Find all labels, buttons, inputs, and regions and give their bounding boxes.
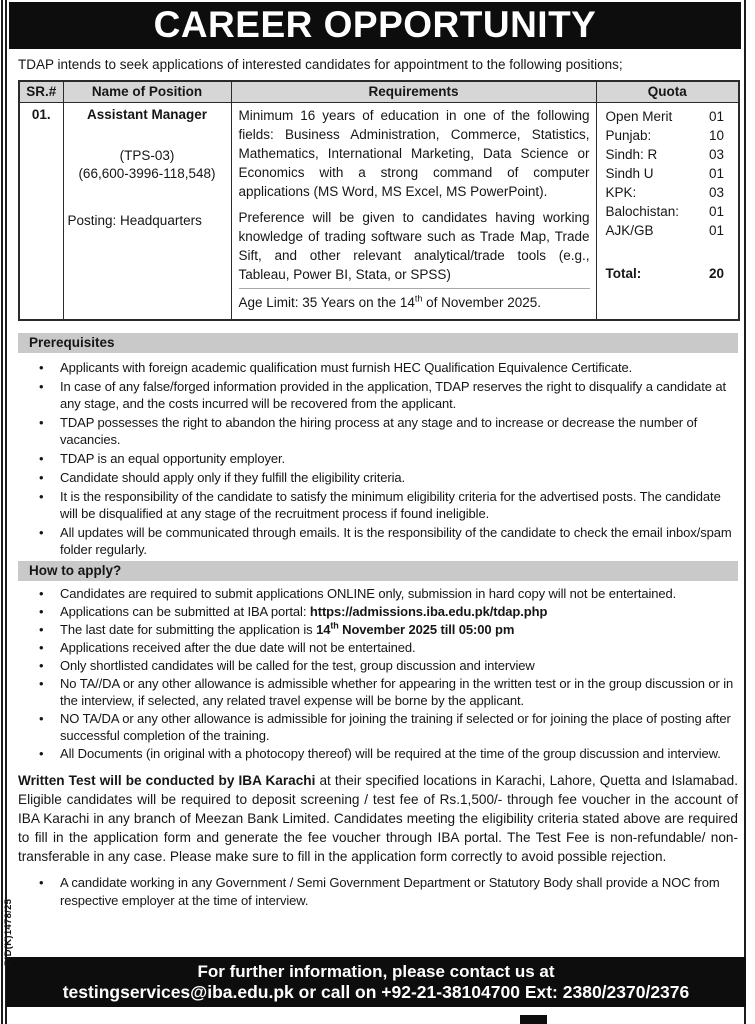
list-item: • In case of any false/forged information provided in the application, TDAP reserves the right to disqualify a candidate at any stage, and the costs incurred will be recovered from the applicant. [18,378,738,412]
position-posting: Posting: Headquarters [67,212,202,228]
list-item: • Applications received after the due date will not be entertained. [18,639,738,656]
list-item: • Candidate should apply only if they fulfill the eligibility criteria. [18,469,738,486]
intro-text: TDAP intends to seek applications of interested candidates for appointment to the following positions; [18,57,623,72]
quota-row: Sindh U 01 [605,165,724,181]
written-test-lead: Written Test will be conducted by IBA Karachi [18,773,316,788]
list-item: • All Documents (in original with a photocopy thereof) will be required at the time of the group discussion and interview. [18,745,738,762]
bullet-marker: • [39,622,44,637]
list-item: • Applicants with foreign academic qualification must furnish HEC Qualification Equivalence Certificate. [18,359,738,376]
list-item: • Only shortlisted candidates will be called for the test, group discussion and interview [18,657,738,674]
list-item: • No TA//DA or any other allowance is admissible whether for appearing in the written test or in the group discussion or in the interview, if selected, any related travel expense will be borne by the applicant. [18,675,738,709]
list-item: • It is the responsibility of the candidate to satisfy the minimum eligibility criteria for the advertised posts. The candidate will be disqualified at any stage of the recruitment process if found ineligible. [18,488,738,522]
quota-row: KPK: 03 [605,184,724,200]
noc-list [18,874,738,909]
col-header-quota: Quota [596,81,739,102]
prerequisites-heading: Prerequisites [18,333,738,353]
bullet-marker: • [39,415,44,430]
bullet-marker: • [39,470,44,485]
bullet-marker: • [39,604,44,619]
bullet-marker: • [39,525,44,540]
portal-url: https://admissions.iba.edu.pk/tdap.php [309,604,548,619]
list-item: • Candidates are required to submit applications ONLINE only, submission in hard copy will not be entertained. [18,585,738,602]
cell-sr-number: 01. [19,102,63,320]
bullet-marker: • [39,640,44,655]
how-to-apply-heading: How to apply? [18,561,738,581]
position-grade: (TPS-03) [119,147,175,163]
advertisement-body [18,56,738,911]
list-item: • TDAP possesses the right to abandon the hiring process at any stage and to increase or decrease the number of vacancies. [18,414,738,448]
bullet-marker: • [39,875,44,890]
position-pay-scale: (66,600-3996-118,548) [78,165,216,181]
col-header-requirements: Requirements [231,81,596,102]
page-title: CAREER OPPORTUNITY [153,4,597,45]
cell-requirements [231,102,596,320]
list-item: • TDAP is an equal opportunity employer. [18,450,738,467]
prerequisites-list [18,359,738,558]
how-to-apply-list [18,585,738,762]
list-item: • NO TA/DA or any other allowance is admissible for joining the training if selected or for joining the place of posting after successful completion of the training. [18,710,738,744]
table-row [19,102,739,320]
bullet-marker: • [39,360,44,375]
written-test-paragraph: Written Test will be conducted by IBA Karachi at their specified locations in Karachi, Lahore, Quetta and Islamabad. Eligible candidates will be required to deposit screening / test fee of Rs.1,500/- through fee voucher in the account of IBA Karachi in any branch of Meezan Bank Limited. Candidates meeting the eligibility criteria stated above are required to fill in the application form and generate the fee voucher through IBA portal. The Test Fee is non-refundable/ non-transferable in any case. Please make sure to fill in the application form correctly to avoid possible rejection. [18,773,738,864]
quota-row: Open Merit 01 [605,108,724,124]
cell-quota [596,102,739,320]
bullet-marker: • [39,676,44,691]
contact-line-1: For further information, please contact us at [197,962,555,981]
bullet-marker: • [39,489,44,504]
bullet-marker: • [39,746,44,761]
bullet-marker: • [39,586,44,601]
quota-total-row: Total: 20 [605,265,724,281]
list-item: • All updates will be communicated through emails. It is the responsibility of the candidate to check the email inbox/spam folder regularly. [18,524,738,558]
requirements-education: Minimum 16 years of education in one of the following fields: Business Administration, Commerce, Statistics, Mathematics, International Marketing, Data Science or Economics with a strong command of computer applications (MS Word, MS Excel, MS PowerPoint). [238,107,590,199]
quota-row: Punjab: 10 [605,127,724,143]
age-limit: Age Limit: 35 Years on the 14th of November 2025. [239,288,590,312]
col-header-sr: SR.# [19,81,63,102]
quota-row: AJK/GB 01 [605,222,724,238]
bullet-marker: • [39,658,44,673]
positions-table [18,80,740,321]
table-header-row [19,81,739,102]
deadline-text: 14th November 2025 till 05:00 pm [316,620,515,637]
list-item: • Applications can be submitted at IBA portal: https://admissions.iba.edu.pk/tdap.php [18,603,738,620]
contact-footer [6,957,746,1007]
ordinal-superscript: th [414,293,423,303]
list-item: • A candidate working in any Government / Semi Government Department or Statutory Body shall provide a NOC from respective employer at the time of interview. [18,874,738,909]
list-item: • The last date for submitting the application is 14th November 2025 till 05:00 pm [18,621,738,638]
ordinal-superscript: th [330,620,339,631]
pid-reference-code: PID(K)1478/25 [3,898,14,966]
position-title: Assistant Manager [86,106,208,122]
bullet-marker: • [39,379,44,394]
header-banner [9,2,741,49]
bullet-marker: • [39,711,44,726]
bottom-crop-mark [520,1015,547,1024]
cell-position [63,102,231,320]
quota-row: Balochistan: 01 [605,203,724,219]
bullet-marker: • [39,451,44,466]
contact-line-2: testingservices@iba.edu.pk or call on +92-21-38104700 Ext: 2380/2370/2376 [62,982,690,1002]
right-column-rule [744,0,746,1024]
col-header-position: Name of Position [63,81,231,102]
quota-row: Sindh: R 03 [605,146,724,162]
requirements-preference: Preference will be given to candidates having working knowledge of trading software such as Trade Map, Trade Sift, and other relevant analytical/trade tools (e.g., Tableau, Power BI, Stata, or SPSS) [238,209,590,282]
